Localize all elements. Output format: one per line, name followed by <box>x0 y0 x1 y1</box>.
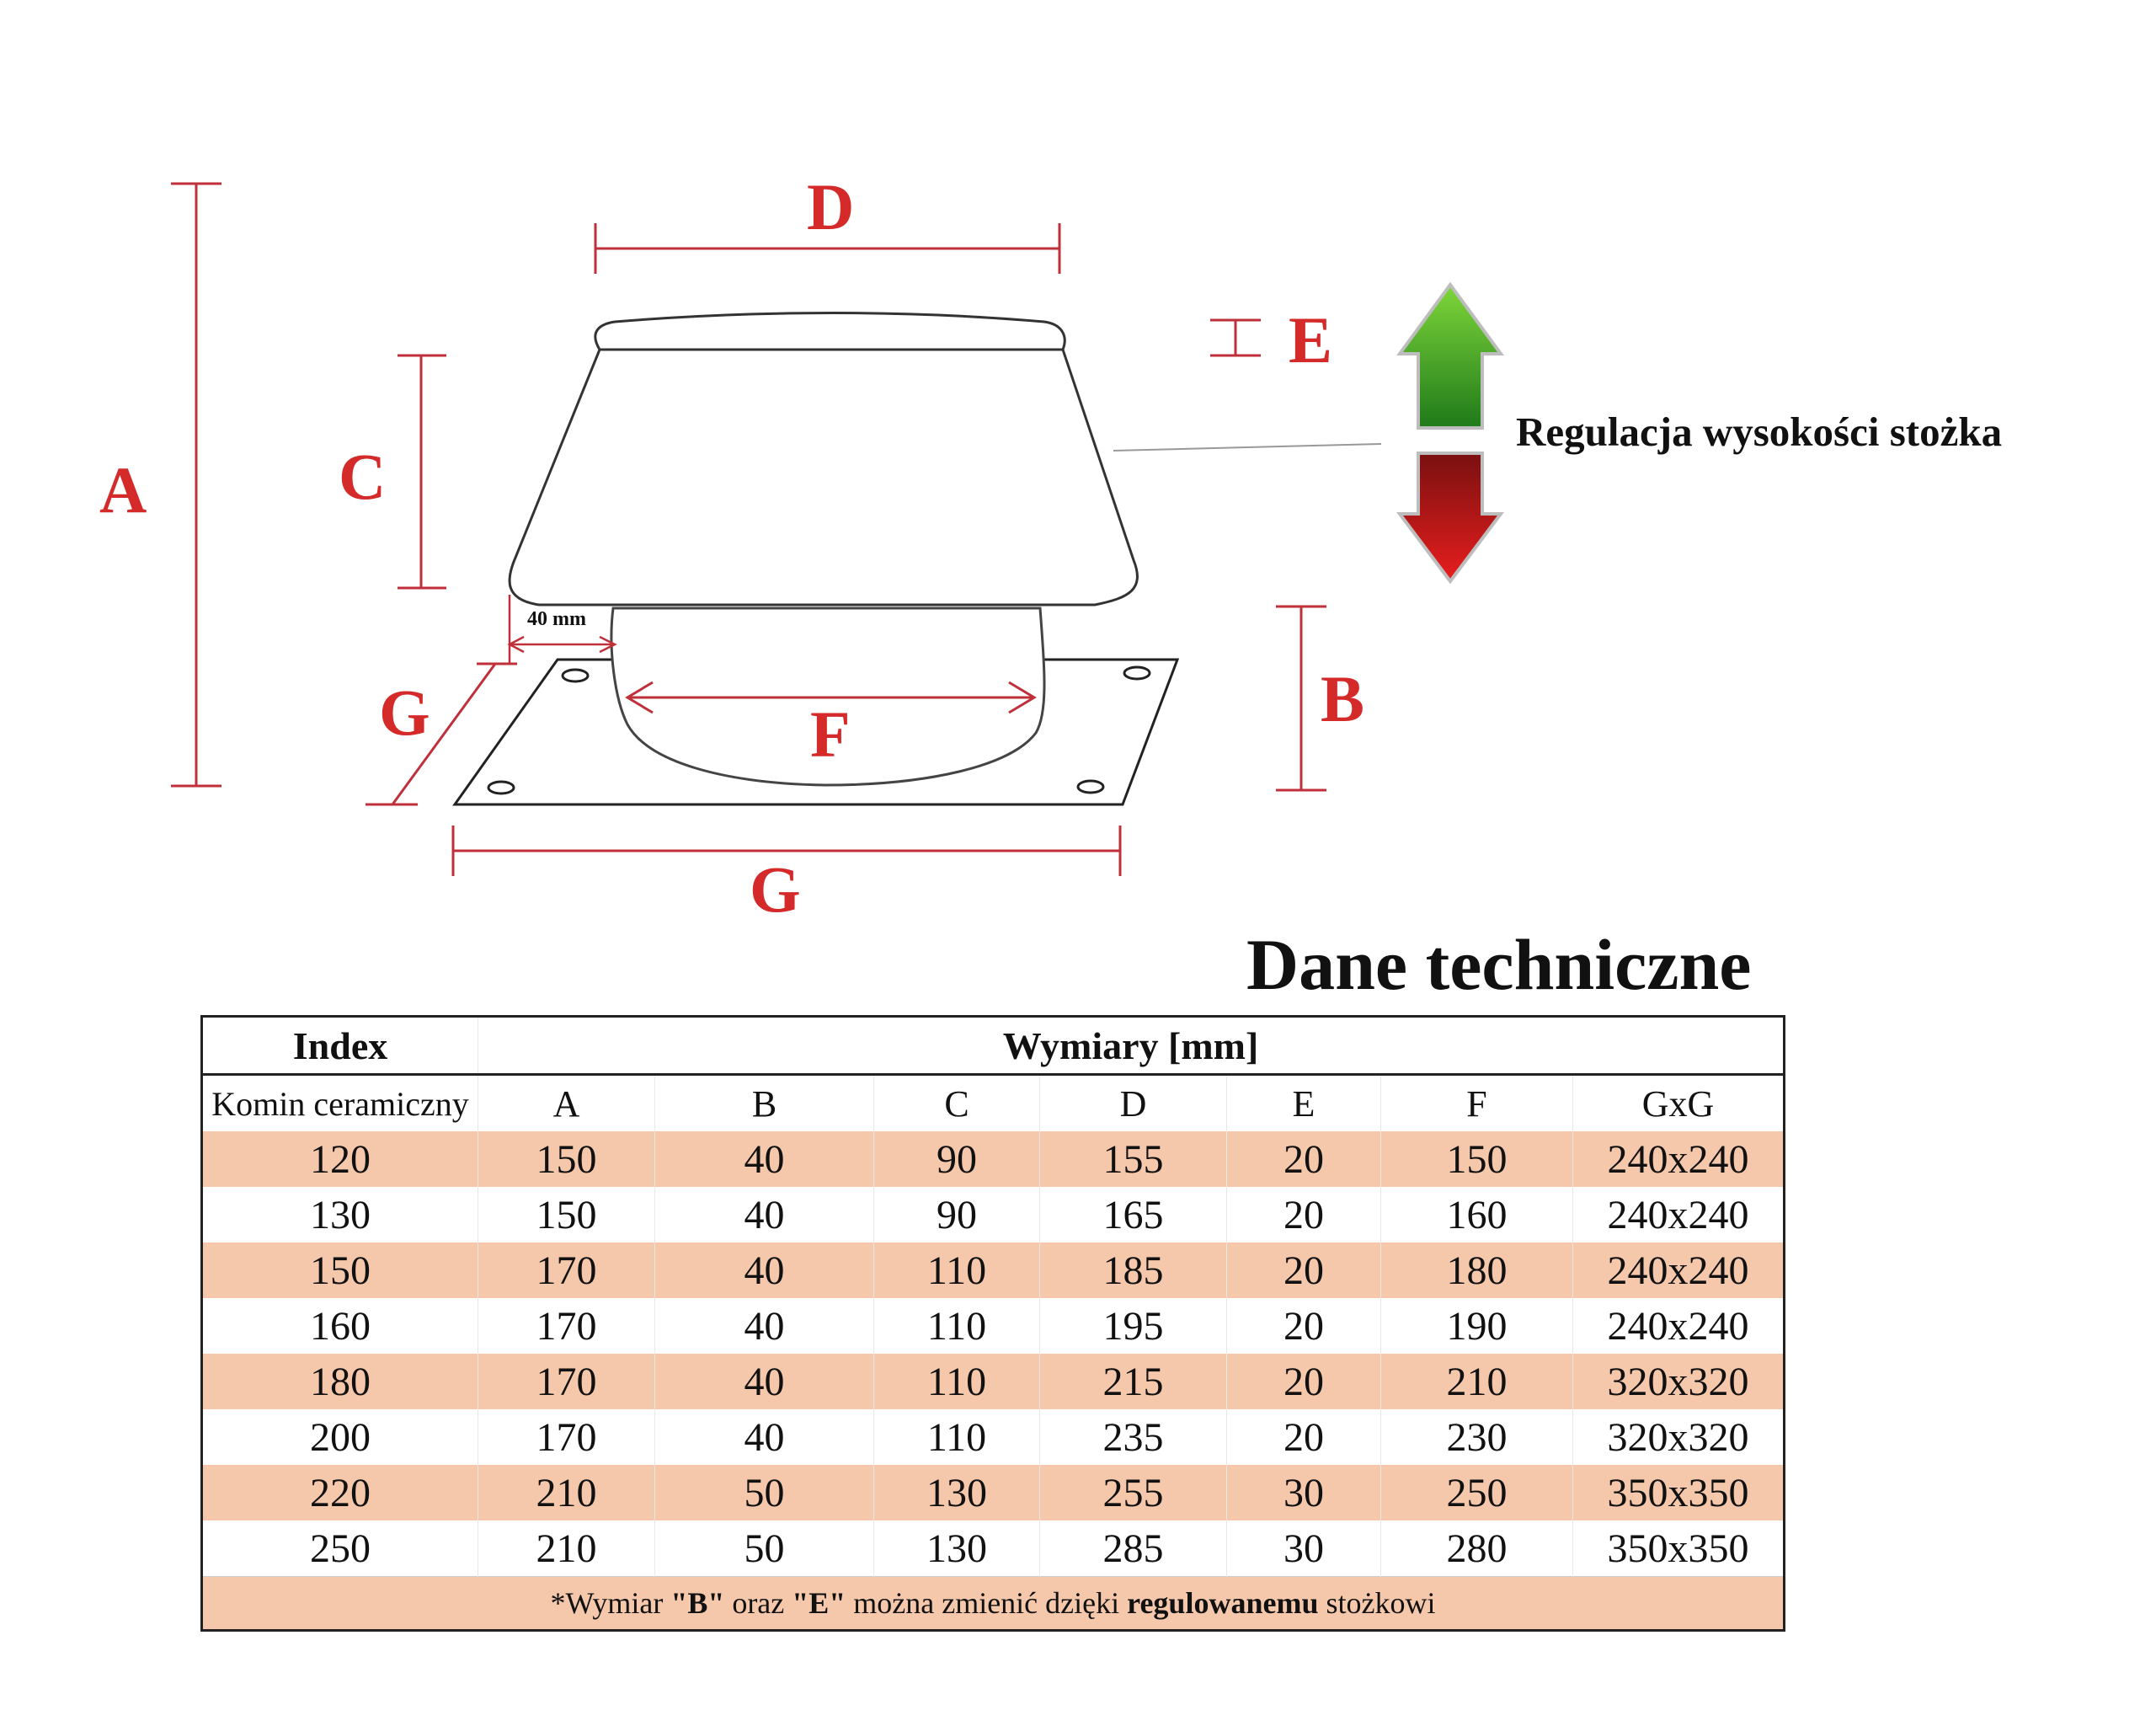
column-header-c: C <box>874 1075 1040 1132</box>
table-cell: 130 <box>874 1465 1040 1520</box>
table-cell: 215 <box>1040 1354 1227 1409</box>
label-e: E <box>1289 303 1333 377</box>
table-cell: 40 <box>655 1409 874 1465</box>
table-row <box>202 1354 1785 1409</box>
table-row <box>202 1242 1785 1298</box>
table-cell: 20 <box>1227 1298 1381 1354</box>
label-d: D <box>807 170 855 243</box>
table-cell: 210 <box>478 1465 655 1520</box>
column-header-gxg: GxG <box>1573 1075 1785 1132</box>
note-text: *Wymiar <box>550 1586 671 1620</box>
table-cell: 240x240 <box>1573 1242 1785 1298</box>
table-cell: 220 <box>202 1465 478 1520</box>
table-cell: 40 <box>655 1131 874 1187</box>
column-header-b: B <box>655 1075 874 1132</box>
label-b: B <box>1321 662 1365 735</box>
table-cell: 255 <box>1040 1465 1227 1520</box>
table-row <box>202 1409 1785 1465</box>
table-cell: 110 <box>874 1409 1040 1465</box>
table-cell: 130 <box>310 1192 371 1237</box>
cowl-cap <box>510 313 1137 606</box>
table-cell: 40 <box>655 1187 874 1242</box>
table-cell: 150 <box>1381 1131 1573 1187</box>
note-text: stożkowi <box>1318 1586 1436 1620</box>
note-b-label: "B" <box>670 1586 725 1620</box>
table-cell: 350x350 <box>1573 1520 1785 1577</box>
table-cell: 110 <box>874 1298 1040 1354</box>
table-cell: 40 <box>655 1242 874 1298</box>
table-cell: 200 <box>310 1414 371 1460</box>
table-cell: 185 <box>1040 1242 1227 1298</box>
table-header-row <box>202 1017 1785 1075</box>
table-cell: 30 <box>1227 1465 1381 1520</box>
table-cell: 320x320 <box>1573 1354 1785 1409</box>
label-g-left: G <box>379 676 430 749</box>
table-cell: 210 <box>478 1520 655 1577</box>
dimension-e <box>1210 320 1261 355</box>
dimensions-table <box>200 1015 1785 1632</box>
index-header: Index <box>202 1017 478 1075</box>
table-cell: 210 <box>1381 1354 1573 1409</box>
table-cell: 170 <box>478 1354 655 1409</box>
table-cell: 155 <box>1040 1131 1227 1187</box>
table-note-row <box>202 1577 1785 1631</box>
flange-width-label: 40 mm <box>527 608 586 630</box>
label-g-bottom: G <box>750 852 801 926</box>
table-cell: 170 <box>478 1298 655 1354</box>
table-row <box>202 1465 1785 1520</box>
arrow-up-icon <box>1400 285 1501 428</box>
label-a: A <box>99 453 147 526</box>
table-row <box>202 1187 1785 1242</box>
table-cell: 150 <box>478 1131 655 1187</box>
table-cell: 30 <box>1227 1520 1381 1577</box>
table-cell: 170 <box>478 1242 655 1298</box>
column-header-e: E <box>1227 1075 1381 1132</box>
column-header-f: F <box>1381 1075 1573 1132</box>
table-cell: 130 <box>874 1520 1040 1577</box>
table-cell: 120 <box>202 1131 478 1187</box>
table-cell: 180 <box>1381 1242 1573 1298</box>
table-cell: 90 <box>874 1187 1040 1242</box>
table-cell: 320x320 <box>1573 1409 1785 1465</box>
table-cell: 250 <box>310 1526 371 1571</box>
note-text: można zmienić dzięki <box>846 1586 1128 1620</box>
table-cell: 110 <box>874 1354 1040 1409</box>
column-header-row <box>202 1075 1785 1132</box>
dimension-b <box>1276 607 1326 790</box>
table-cell: 170 <box>478 1409 655 1465</box>
table-cell: 40 <box>655 1354 874 1409</box>
table-cell: 240x240 <box>1573 1298 1785 1354</box>
dimension-c <box>398 355 446 588</box>
label-c: C <box>339 440 387 513</box>
table-cell: 20 <box>1227 1187 1381 1242</box>
table-cell: 235 <box>1040 1409 1227 1465</box>
dimension-a <box>171 184 221 786</box>
table-row <box>202 1520 1785 1577</box>
table-note <box>202 1577 1785 1631</box>
column-header-a: A <box>478 1075 655 1132</box>
table-cell: 50 <box>655 1465 874 1520</box>
table-row <box>202 1298 1785 1354</box>
table-cell: 20 <box>1227 1242 1381 1298</box>
column-header-komin: Komin ceramiczny <box>211 1084 469 1123</box>
leader-line <box>1113 444 1381 451</box>
table-row <box>202 1131 1785 1187</box>
dimensions-header: Wymiary [mm] <box>478 1017 1785 1075</box>
table-cell: 285 <box>1040 1520 1227 1577</box>
table-cell: 240x240 <box>1573 1131 1785 1187</box>
table-cell: 240x240 <box>1573 1187 1785 1242</box>
height-adjust-label: Regulacja wysokości stożka <box>1516 409 2003 455</box>
table-cell: 110 <box>874 1242 1040 1298</box>
table-cell: 195 <box>1040 1298 1227 1354</box>
column-header-d: D <box>1040 1075 1227 1132</box>
table-cell: 20 <box>1227 1354 1381 1409</box>
table-cell: 50 <box>655 1520 874 1577</box>
note-text: oraz <box>724 1586 792 1620</box>
note-e-label: "E" <box>792 1586 846 1620</box>
table-cell: 160 <box>310 1303 371 1349</box>
arrow-down-icon <box>1400 453 1501 581</box>
table-cell: 180 <box>202 1354 478 1409</box>
label-f: F <box>810 697 851 771</box>
table-cell: 90 <box>874 1131 1040 1187</box>
table-cell: 150 <box>478 1187 655 1242</box>
table-cell: 350x350 <box>1573 1465 1785 1520</box>
table-cell: 150 <box>202 1242 478 1298</box>
table-cell: 190 <box>1381 1298 1573 1354</box>
section-title: Dane techniczne <box>1246 924 1752 1005</box>
table-cell: 40 <box>655 1298 874 1354</box>
table-cell: 20 <box>1227 1409 1381 1465</box>
table-cell: 280 <box>1381 1520 1573 1577</box>
note-bold-word: regulowanemu <box>1127 1586 1319 1620</box>
table-cell: 20 <box>1227 1131 1381 1187</box>
table-cell: 160 <box>1381 1187 1573 1242</box>
table-cell: 165 <box>1040 1187 1227 1242</box>
table-cell: 250 <box>1381 1465 1573 1520</box>
table-cell: 230 <box>1381 1409 1573 1465</box>
